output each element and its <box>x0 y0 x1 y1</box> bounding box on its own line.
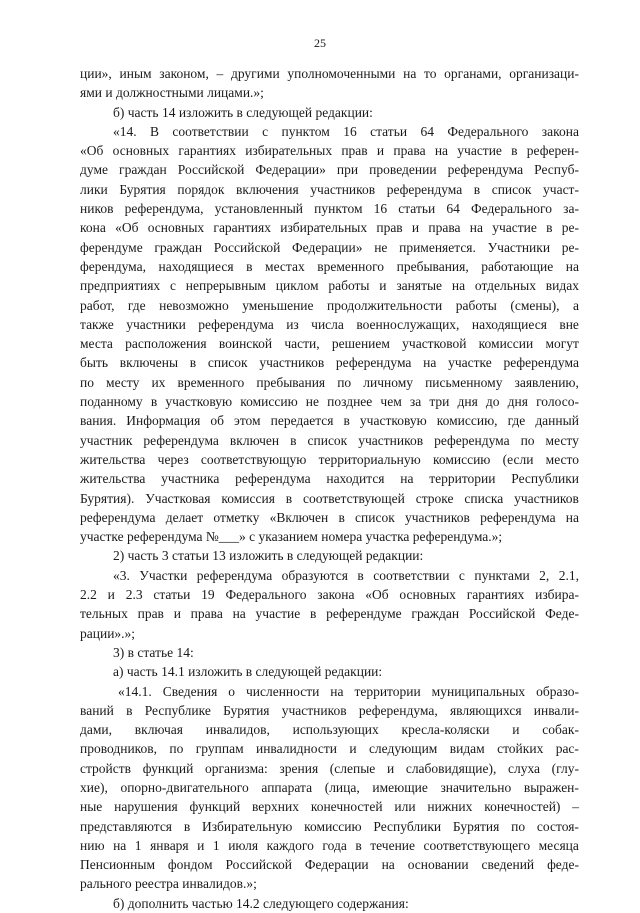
text-line: «3. Участки референдума образуются в соответствии с пунктами 2, 2.1, <box>113 567 579 583</box>
text-line: представляются в Избирательную комиссию Республики Бурятия по состоя- <box>80 818 579 834</box>
page-number: 25 <box>314 36 326 50</box>
text-line: ями и должностными лицами.»; <box>80 85 264 101</box>
text-line: места расположения воинской части, решением участковой комиссии могут <box>80 336 579 352</box>
text-line: хие), опорно-двигательного аппарата (лица, имеющие значительно выражен- <box>80 779 579 795</box>
text-line: по месту их временного пребывания по личному письменному заявлению, <box>80 374 579 390</box>
text-line: 3) в статье 14: <box>113 644 194 660</box>
text-line: ваний в Республике Бурятия участников референдума, являющихся инвали- <box>80 702 579 718</box>
text-line: кона «Об основных гарантиях избирательных прав и права на участие в ре- <box>80 220 579 236</box>
text-line: также участники референдума из числа военнослужащих, находящиеся вне <box>80 316 579 332</box>
text-line: вания. Информация об этом передается в участковую комиссию, где данный <box>80 413 579 429</box>
text-line: 2.2 и 2.3 статьи 19 Федерального закона «Об основных гарантиях избира- <box>80 587 579 603</box>
text-line: рации».»; <box>80 625 136 641</box>
text-line: быть включены в список участников референдума на участке референдума <box>80 355 579 371</box>
text-line: б) дополнить частью 14.2 следующего содержания: <box>113 895 409 911</box>
text-line: работ, где невозможно уменьшение продолжительности работы (смены), а <box>80 297 579 313</box>
text-line: нию на 1 января и 1 июля каждого года в течение соответствующего месяца <box>80 837 579 853</box>
text-line: Пенсионным фондом Российской Федерации на основании сведений феде- <box>80 857 579 873</box>
text-line: проводников, по группам инвалидности и следующим видам стойких рас- <box>80 741 579 757</box>
text-line: думе граждан Российской Федерации» при проведении референдума Респуб- <box>80 162 579 178</box>
text-line: жительства участника референдума находится на территории Республики <box>80 471 579 487</box>
text-line: участке референдума №___» с указанием номера участка референдума.»; <box>80 529 503 545</box>
text-line: 2) часть 3 статьи 13 изложить в следующей редакции: <box>113 548 424 564</box>
text-line: ции», иным законом, – другими уполномоченными на то органами, организаци- <box>80 66 579 81</box>
text-line: Бурятия). Участковая комиссия в соответствующей строке списка участников <box>80 490 579 506</box>
text-line: ные нарушения функций верхних конечностей или нижних конечностей) – <box>80 799 579 815</box>
text-line: предприятиях с непрерывным циклом работы и занятые на отдельных видах <box>80 278 579 294</box>
text-line: дами, включая инвалидов, использующих кресла-коляски и собак- <box>80 722 579 738</box>
text-line: стройств функций организма: зрения (слепые и слабовидящие), слуха (глу- <box>80 760 579 776</box>
text-line: «Об основных гарантиях избирательных прав и права на участие в референ- <box>80 143 579 159</box>
text-line: «14.1. Сведения о численности на территории муниципальных образо- <box>118 683 579 699</box>
text-line: тельных прав и права на участие в референдуме граждан Российской Феде- <box>80 606 579 622</box>
text-line: а) часть 14.1 изложить в следующей редакции: <box>113 664 383 680</box>
text-line: жительства через соответствующую территориальную комиссию (если место <box>80 451 579 467</box>
text-line: ферендуме граждан Российской Федерации» не применяется. Участники ре- <box>80 239 579 255</box>
text-line: ферендума, находящиеся в местах временного пребывания, работающие на <box>80 258 579 274</box>
text-line: рального реестра инвалидов.»; <box>80 876 257 892</box>
document-body <box>80 64 579 913</box>
text-line: ников референдума, установленный пунктом 16 статьи 64 Федерального за- <box>80 201 579 217</box>
text-line: референдума делает отметку «Включен в список участников референдума на <box>80 509 579 525</box>
text-line: «14. В соответствии с пунктом 16 статьи 64 Федерального закона <box>113 123 579 139</box>
text-line: лики Бурятия порядок включения участников референдума в список участ- <box>80 181 579 197</box>
text-line: б) часть 14 изложить в следующей редакции: <box>113 104 373 120</box>
text-line: поданному в участковую комиссию не позднее чем за три дня до дня голосо- <box>80 394 579 410</box>
text-line: участник референдума включен в список участников референдума по месту <box>80 432 579 448</box>
